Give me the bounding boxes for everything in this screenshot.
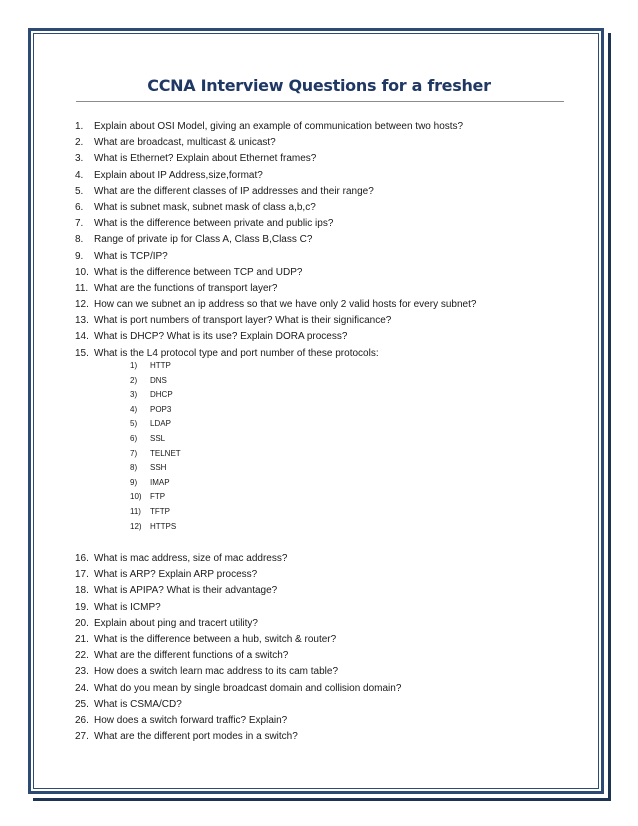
question-item [75, 664, 595, 680]
question-number: 5. [75, 185, 84, 197]
protocol-item [130, 447, 181, 462]
question-text: What are the different classes of IP addresses and their range? [94, 185, 374, 197]
protocol-item [130, 403, 181, 418]
question-item [75, 729, 595, 745]
protocol-number: 5) [130, 419, 138, 429]
question-item [75, 648, 595, 664]
question-number: 8. [75, 234, 84, 246]
question-number: 3. [75, 153, 84, 165]
protocol-number: 7) [130, 448, 138, 458]
protocol-name: HTTP [150, 361, 171, 370]
question-item [75, 551, 595, 567]
question-number: 7. [75, 218, 84, 230]
question-number: 12. [75, 299, 89, 311]
protocol-number: 9) [130, 477, 138, 487]
question-number: 15. [75, 347, 89, 359]
protocol-item [130, 461, 181, 476]
question-item [75, 119, 595, 135]
question-number: 26. [75, 714, 89, 726]
protocol-item [130, 432, 181, 447]
protocol-number: 10) [130, 492, 142, 502]
question-number: 27. [75, 731, 89, 743]
protocol-name: SSL [150, 433, 166, 443]
question-text: Range of private ip for Class A, Class B,Class C? [94, 234, 313, 246]
protocol-item [130, 505, 181, 520]
question-text: What do you mean by single broadcast domain and collision domain? [94, 682, 402, 694]
question-text: How does a switch learn mac address to its cam table? [94, 666, 338, 678]
question-item [75, 632, 595, 648]
question-number: 4. [75, 169, 84, 181]
question-text: What is the difference between TCP and UDP? [94, 266, 303, 278]
question-list [75, 119, 595, 362]
question-item [75, 313, 595, 329]
question-text: What are broadcast, multicast & unicast? [94, 137, 276, 149]
protocol-number: 8) [130, 463, 138, 473]
protocol-item [130, 388, 181, 403]
question-item [75, 583, 595, 599]
question-number: 21. [75, 633, 89, 645]
protocol-name: FTP [150, 492, 166, 502]
question-item [75, 713, 595, 729]
question-number: 23. [75, 666, 89, 678]
question-text: What is Ethernet? Explain about Ethernet frames? [94, 153, 317, 165]
protocol-item [130, 490, 181, 505]
question-number: 24. [75, 682, 89, 694]
question-text: What is APIPA? What is their advantage? [94, 585, 278, 597]
question-item [75, 135, 595, 151]
question-item [75, 151, 595, 167]
protocol-item [130, 520, 181, 535]
question-number: 6. [75, 201, 84, 213]
question-number: 2. [75, 137, 84, 149]
question-text: What is mac address, size of mac address? [94, 553, 288, 564]
question-item [75, 249, 595, 265]
question-number: 22. [75, 650, 89, 662]
question-text: Explain about OSI Model, giving an example of communication between two hosts? [94, 121, 464, 132]
protocol-name: HTTPS [150, 521, 177, 531]
question-text: What is ARP? Explain ARP process? [94, 569, 258, 581]
document-title: CCNA Interview Questions for a fresher [147, 76, 491, 95]
protocol-name: TFTP [150, 506, 170, 516]
protocol-name: DNS [150, 375, 167, 385]
protocol-item [130, 417, 181, 432]
question-text: How can we subnet an ip address so that we have only 2 valid hosts for every subnet? [94, 299, 477, 311]
question-text: What is ICMP? [94, 601, 161, 613]
question-number: 25. [75, 698, 89, 710]
question-item [75, 567, 595, 583]
question-text: What are the different functions of a switch? [94, 650, 289, 662]
title-divider [76, 101, 564, 102]
question-text: What is the difference between private and public ips? [94, 218, 334, 230]
question-text: What are the functions of transport layer? [94, 282, 278, 294]
protocol-number: 2) [130, 375, 138, 385]
question-text: What is port numbers of transport layer? What is their significance? [94, 315, 392, 327]
question-number: 10. [75, 266, 89, 278]
protocol-number: 12) [130, 521, 142, 531]
question-number: 13. [75, 315, 89, 327]
question-item [75, 200, 595, 216]
question-text: What is DHCP? What is its use? Explain DORA process? [94, 331, 348, 343]
question-list-continued [75, 551, 595, 745]
question-text: Explain about IP Address,size,format? [94, 169, 263, 181]
question-item [75, 281, 595, 297]
question-item [75, 681, 595, 697]
question-text: How does a switch forward traffic? Explain? [94, 714, 288, 726]
protocol-number: 1) [130, 361, 138, 370]
question-number: 17. [75, 569, 89, 581]
question-item [75, 616, 595, 632]
protocol-name: POP3 [150, 404, 172, 414]
question-item [75, 265, 595, 281]
protocol-number: 4) [130, 404, 138, 414]
protocol-name: IMAP [150, 477, 170, 487]
question-number: 16. [75, 553, 89, 564]
protocol-item [130, 374, 181, 389]
question-text: What is TCP/IP? [94, 250, 168, 262]
question-number: 1. [75, 121, 84, 132]
protocol-name: DHCP [150, 390, 173, 400]
question-text: What is the L4 protocol type and port number of these protocols: [94, 347, 379, 359]
question-item [75, 232, 595, 248]
question-item [75, 329, 595, 345]
question-text: What is CSMA/CD? [94, 698, 182, 710]
protocol-item [130, 476, 181, 491]
question-text: What is subnet mask, subnet mask of class a,b,c? [94, 201, 316, 213]
question-number: 9. [75, 250, 84, 262]
protocol-number: 11) [130, 506, 141, 516]
question-number: 18. [75, 585, 89, 597]
question-number: 20. [75, 617, 89, 629]
protocol-name: SSH [150, 463, 167, 473]
question-text: What are the different port modes in a switch? [94, 731, 298, 743]
protocol-name: LDAP [150, 419, 171, 429]
question-item [75, 216, 595, 232]
protocol-list [130, 359, 181, 534]
question-item [75, 600, 595, 616]
question-item [75, 697, 595, 713]
question-text: What is the difference between a hub, switch & router? [94, 633, 337, 645]
protocol-number: 3) [130, 390, 138, 400]
question-item [75, 184, 595, 200]
protocol-number: 6) [130, 433, 138, 443]
protocol-name: TELNET [150, 448, 181, 458]
protocol-item [130, 359, 181, 374]
question-item [75, 168, 595, 184]
question-number: 19. [75, 601, 89, 613]
question-number: 14. [75, 331, 89, 343]
question-text: Explain about ping and tracert utility? [94, 617, 258, 629]
question-item [75, 297, 595, 313]
question-number: 11. [75, 282, 89, 294]
